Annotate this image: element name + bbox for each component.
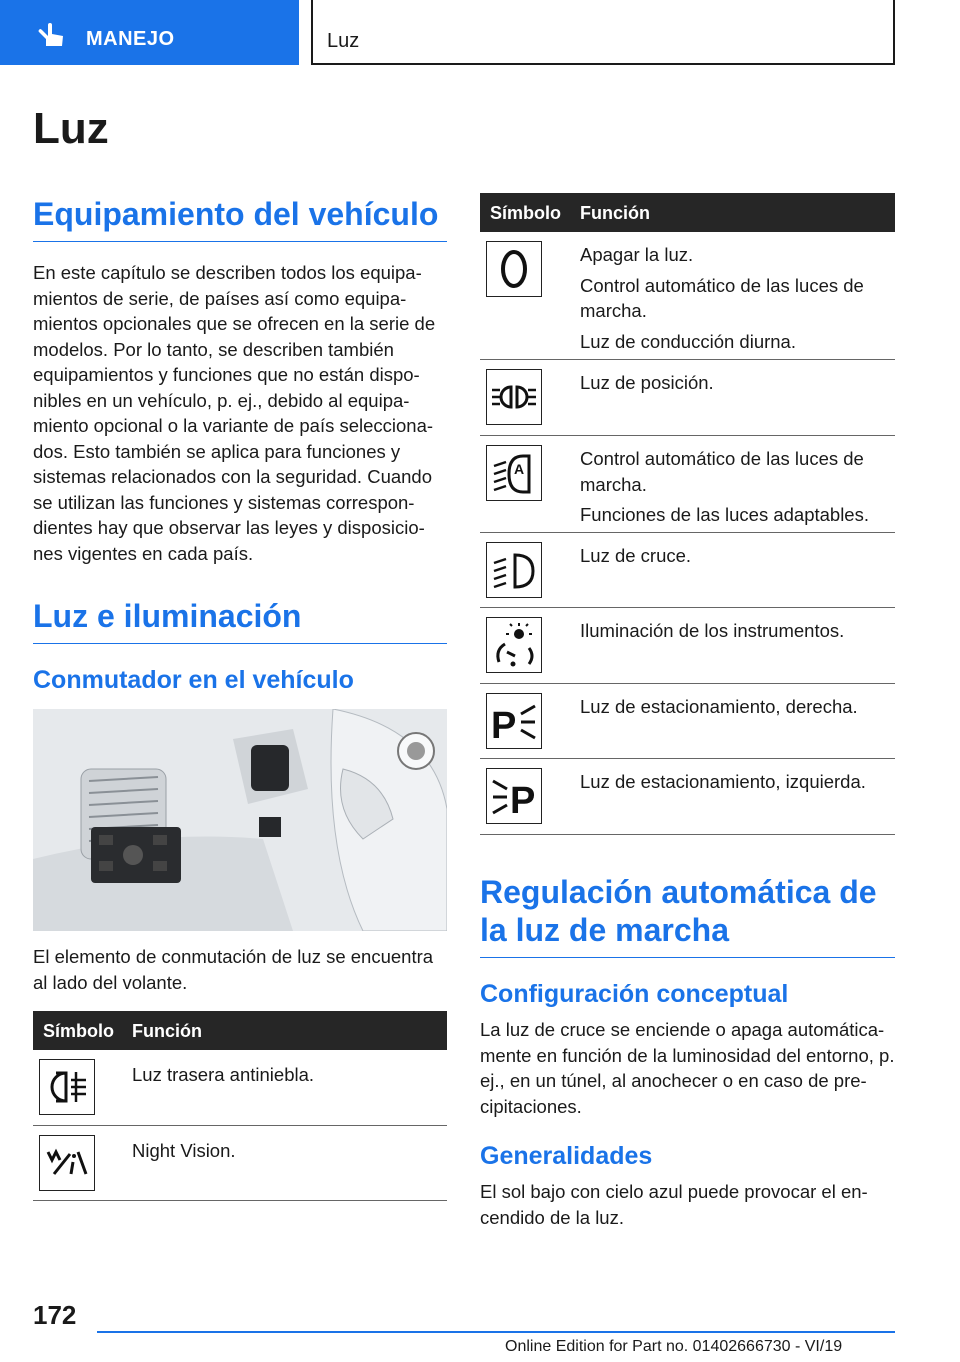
dashboard-illustration — [33, 709, 447, 931]
table-row — [480, 533, 895, 608]
instrument-lighting-icon — [486, 617, 542, 673]
column-header-symbol: Símbolo — [490, 203, 561, 223]
function-text: Control automático de las luces de marcha. Funciones de las luces adaptables. — [580, 448, 869, 525]
table-row — [480, 608, 895, 684]
light-off-icon — [486, 241, 542, 297]
section-paragraph: En este capítulo se describen todos los equipa‐mientos de serie, de países así como equipa‐mientos opcionales que se ofrecen en la serie de modelos. Por lo tanto, se describen también equipamientos y funciones que no están dispo‐nibles en un vehículo, p. ej., debido al equipa‐miento opcional o la variante de país selecciona‐dos. Esto también se aplica para funciones y sistemas relacionados con la seguridad. Cuando se utilizan las funciones y sistemas correspon‐dientes hay que observar las leyes y disposicio‐nes vigentes en cada país. — [33, 262, 436, 564]
symbol-table-right — [480, 193, 895, 835]
header-title: Luz — [327, 30, 360, 52]
function-text: Apagar la luz. Control automático de las luces de marcha. Luz de conducción diurna. — [580, 244, 864, 352]
table-row — [480, 759, 895, 835]
night-vision-icon — [39, 1135, 95, 1191]
section-heading-regulacion: Regulación automática de la luz de marcha — [480, 873, 895, 958]
function-text: Night Vision. — [132, 1140, 236, 1161]
page-title: Luz — [33, 104, 109, 153]
table-row — [480, 684, 895, 759]
symbol-table-left — [33, 1011, 447, 1201]
section-label: MANEJO — [86, 28, 175, 50]
column-header-function: Función — [580, 203, 650, 223]
svg-text:P: P — [491, 705, 517, 746]
table-header — [480, 193, 895, 232]
header-title-box — [311, 0, 895, 65]
section-heading-equipamiento: Equipamiento del vehículo — [33, 195, 447, 242]
sub-heading-generalidades: Generalidades — [480, 1142, 653, 1170]
table-row — [33, 1050, 447, 1126]
position-light-icon — [486, 369, 542, 425]
function-text: Luz de estacionamiento, derecha. — [580, 696, 858, 717]
table-row — [33, 1126, 447, 1201]
section-heading-luz-iluminacion: Luz e iluminación — [33, 597, 447, 644]
parking-light-right-icon — [486, 693, 542, 749]
function-text: Luz de estacionamiento, izquierda. — [580, 771, 866, 792]
footer-edition: Online Edition for Part no. 01402666730 - VI/19 — [505, 1338, 843, 1355]
footer-rule — [97, 1331, 895, 1333]
function-text: Luz trasera antiniebla. — [132, 1064, 315, 1085]
table-row — [480, 360, 895, 436]
low-beam-icon — [486, 542, 542, 598]
configuracion-paragraph: La luz de cruce se enciende o apaga automática‐mente en función de la luminosidad del entorno, p. ej., en un túnel, al anochecer o en caso de pre‐cipitaciones. — [480, 1019, 895, 1117]
function-text: Luz de posición. — [580, 372, 714, 393]
light-switch-photo — [33, 709, 447, 931]
table-header — [33, 1011, 447, 1050]
sub-heading-conmutador: Conmutador en el vehículo — [33, 666, 354, 694]
column-header-function: Función — [132, 1021, 202, 1041]
column-header-symbol: Símbolo — [43, 1021, 114, 1041]
hand-pointer-icon — [36, 22, 66, 48]
svg-text:A: A — [514, 461, 525, 477]
page-number: 172 — [33, 1300, 77, 1330]
svg-text:P: P — [510, 780, 536, 821]
section-tab[interactable] — [0, 0, 299, 65]
function-text: Iluminación de los instrumentos. — [580, 620, 845, 641]
photo-caption: El elemento de conmutación de luz se encuentra al lado del volante. — [33, 946, 434, 993]
parking-light-left-icon — [486, 768, 542, 824]
table-row — [480, 436, 895, 533]
table-row — [480, 232, 895, 360]
function-text: Luz de cruce. — [580, 545, 692, 566]
auto-headlight-icon — [486, 445, 542, 501]
rear-fog-light-icon — [39, 1059, 95, 1115]
sub-heading-configuracion: Configuración conceptual — [480, 980, 789, 1008]
generalidades-paragraph: El sol bajo con cielo azul puede provocar el en‐cendido de la luz. — [480, 1181, 868, 1228]
